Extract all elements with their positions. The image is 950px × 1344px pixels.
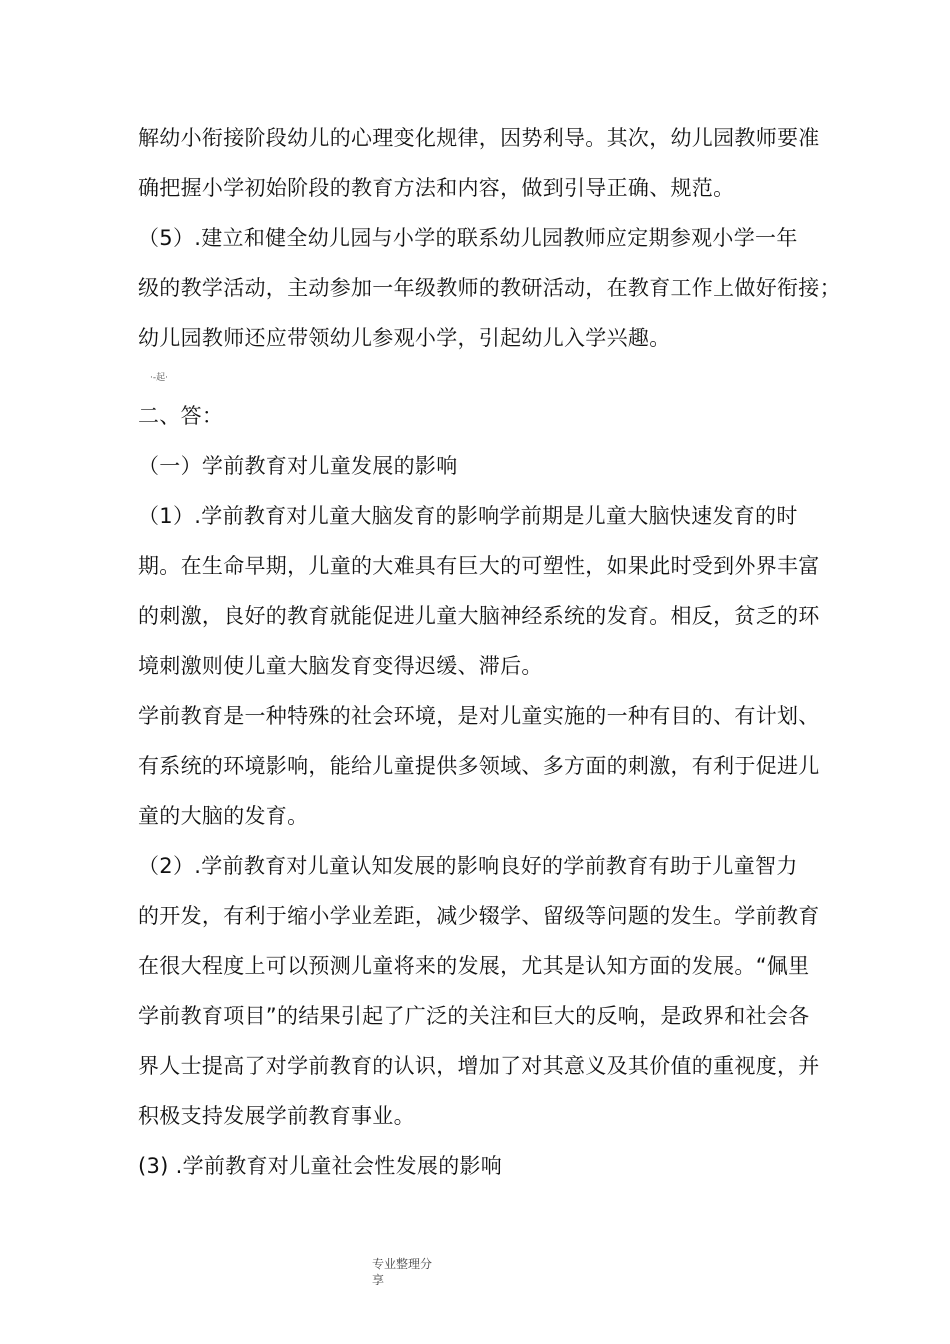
text-line: 界人士提高了对学前教育的认识，增加了对其意义及其价值的重视度，并 — [138, 1054, 820, 1078]
text-line: 有系统的环境影响，能给儿童提供多领域、多方面的刺激，有利于促进儿 — [138, 754, 820, 778]
text-line: 学前教育项目”的结果引起了广泛的关注和巨大的反响，是政界和社会各 — [138, 1004, 810, 1028]
section-heading: 二、答： — [138, 404, 224, 428]
text-line: 期。在生命早期，儿童的大难具有巨大的可塑性，如果此时受到外界丰富 — [138, 554, 820, 578]
page-footer — [372, 1256, 462, 1288]
text-line: 的开发，有利于缩小学业差距，减少辍学、留级等问题的发生。学前教育 — [138, 904, 820, 928]
text-line: 积极支持发展学前教育事业。 — [138, 1104, 415, 1128]
text-line: 学前教育是一种特殊的社会环境，是对儿童实施的一种有目的、有计划、 — [138, 704, 820, 728]
scan-mark: ·-起· — [150, 373, 168, 383]
text-line: （5）.建立和健全幼儿园与小学的联系幼儿园教师应定期参观小学一年 — [138, 226, 798, 250]
text-line: （1）.学前教育对儿童大脑发育的影响学前期是儿童大脑快速发育的时 — [138, 504, 798, 528]
text-line: 境刺激则使儿童大脑发育变得迟缓、滞后。 — [138, 654, 543, 678]
text-line: (3) .学前教育对儿童社会性发展的影响 — [138, 1154, 503, 1178]
text-line: 解幼小衔接阶段幼儿的心理变化规律，因势利导。其次，幼儿园教师要准 — [138, 126, 820, 150]
text-line: 幼儿园教师还应带领幼儿参观小学，引起幼儿入学兴趣。 — [138, 326, 671, 350]
text-line: 的刺激，良好的教育就能促进儿童大脑神经系统的发育。相反，贫乏的环 — [138, 604, 820, 628]
text-line: 确把握小学初始阶段的教育方法和内容，做到引导正确、规范。 — [138, 176, 735, 200]
footer-line: 享 — [372, 1273, 385, 1287]
text-line: （2）.学前教育对儿童认知发展的影响良好的学前教育有助于儿童智力 — [138, 854, 798, 878]
subsection-heading: （一）学前教育对儿童发展的影响 — [138, 454, 458, 478]
text-line: 童的大脑的发育。 — [138, 804, 309, 828]
footer-line: 专业整理分 — [372, 1257, 433, 1271]
text-line: 级的教学活动，主动参加一年级教师的教研活动，在教育工作上做好衔接； — [138, 276, 841, 300]
text-line: 在很大程度上可以预测儿童将来的发展，尤其是认知方面的发展。“佩里 — [138, 954, 810, 978]
